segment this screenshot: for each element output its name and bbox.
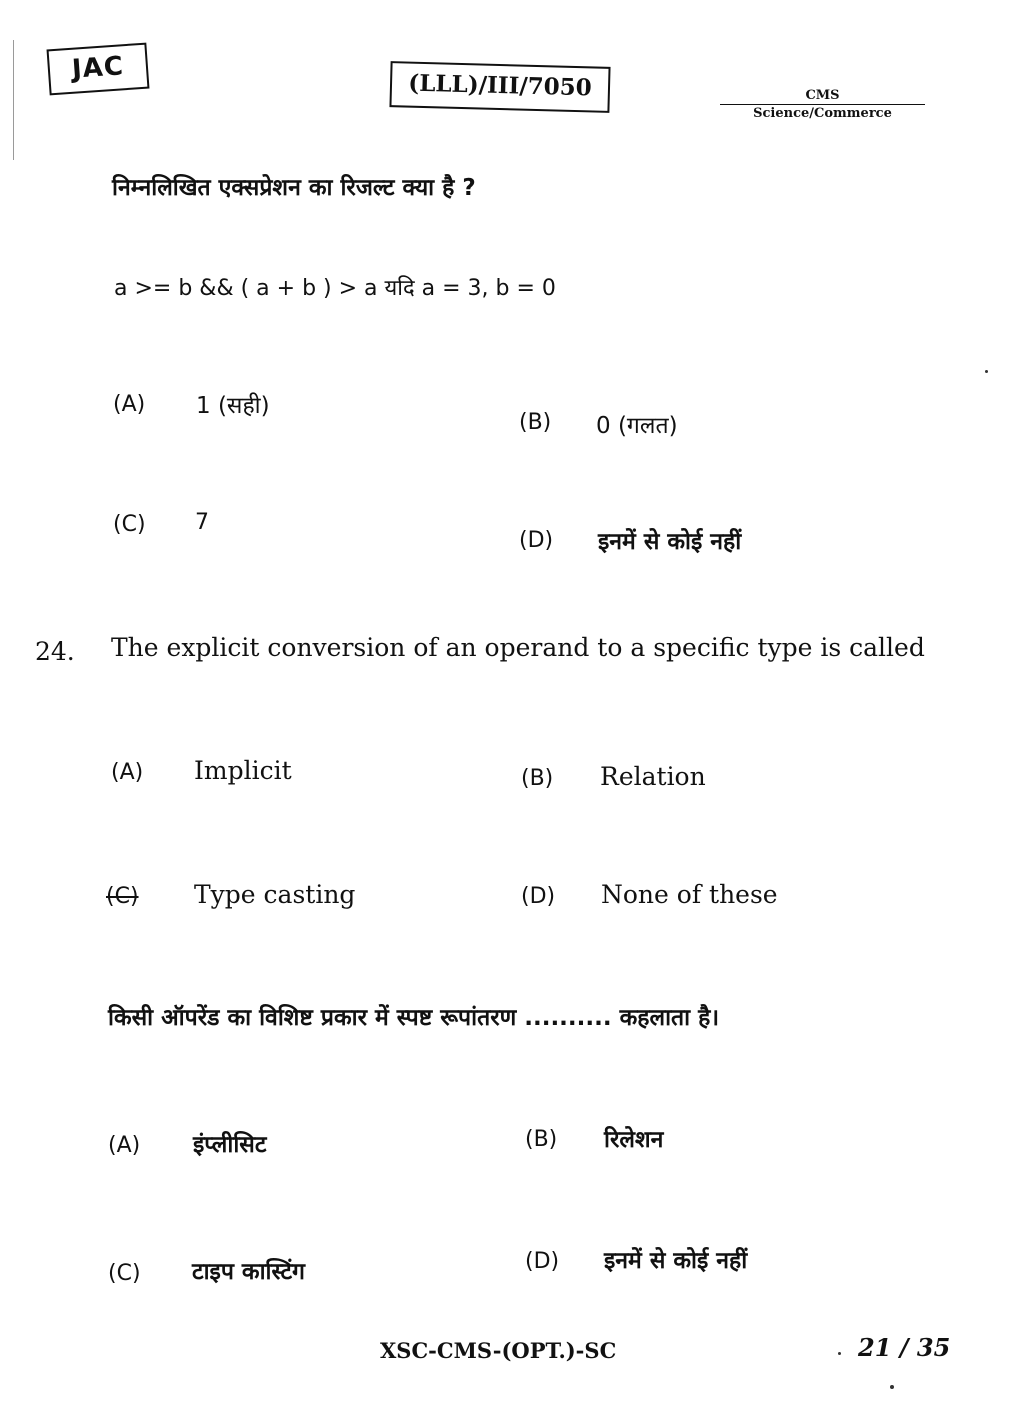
scan-edge-line: [13, 40, 14, 160]
q23-option-d-letter: (D): [519, 528, 554, 553]
paper-code-box: (LLL)/III/7050: [389, 61, 610, 113]
q24-option-c-text: Type casting: [194, 880, 356, 909]
q24-hindi-option-a-text: इंप्लीसिट: [193, 1132, 267, 1158]
q23-option-a-text: 1 (सही): [196, 393, 270, 419]
q23-option-c-text: 7: [195, 510, 209, 535]
board-label-box: JAC: [47, 43, 150, 96]
q24-option-b-letter: (B): [521, 766, 554, 791]
q23-option-c-letter: (C): [113, 512, 146, 537]
q24-hindi-option-d-letter: (D): [525, 1249, 560, 1274]
stream-label: Science/Commerce: [720, 104, 925, 122]
subject-block: [720, 88, 925, 122]
q24-number: 24.: [35, 637, 75, 666]
q24-option-c-letter-marked: (C): [106, 884, 139, 909]
q23-option-b-text: 0 (गलत): [596, 413, 678, 439]
q24-option-d-text: None of these: [601, 880, 778, 909]
q24-option-b-text: Relation: [600, 762, 706, 791]
footer-paper-id: XSC-CMS-(OPT.)-SC: [380, 1338, 617, 1363]
q24-hindi-option-c-text: टाइप कास्टिंग: [192, 1259, 305, 1285]
scan-speck: [985, 370, 988, 373]
scan-speck: [838, 1352, 841, 1355]
q23-option-b-letter: (B): [519, 410, 552, 435]
q24-question: The explicit conversion of an operand to a specific type is called: [111, 633, 925, 662]
q24-hindi-question: किसी ऑपरेंड का विशिष्ट प्रकार में स्पष्ट रूपांतरण .......... कहलाता है।: [108, 1005, 720, 1031]
page-number: 21 / 35: [858, 1333, 951, 1362]
q24-option-d-letter: (D): [521, 884, 556, 909]
q24-hindi-option-c-letter: (C): [108, 1261, 141, 1286]
scan-speck: [890, 1385, 894, 1389]
q23-option-d-text: इनमें से कोई नहीं: [598, 529, 742, 555]
q24-hindi-option-b-text: रिलेशन: [604, 1127, 664, 1153]
q24-hindi-option-d-text: इनमें से कोई नहीं: [604, 1248, 748, 1274]
q23-option-a-letter: (A): [113, 392, 146, 417]
q23-hindi-question: निम्नलिखित एक्सप्रेशन का रिजल्ट क्या है ?: [112, 175, 476, 201]
subject-code: CMS: [805, 88, 840, 103]
q24-hindi-option-b-letter: (B): [525, 1127, 558, 1152]
q24-option-a-letter: (A): [111, 760, 144, 785]
q24-option-a-text: Implicit: [194, 756, 292, 785]
q24-hindi-option-a-letter: (A): [108, 1133, 141, 1158]
q23-expression: a >= b && ( a + b ) > a यदि a = 3, b = 0: [114, 276, 556, 301]
